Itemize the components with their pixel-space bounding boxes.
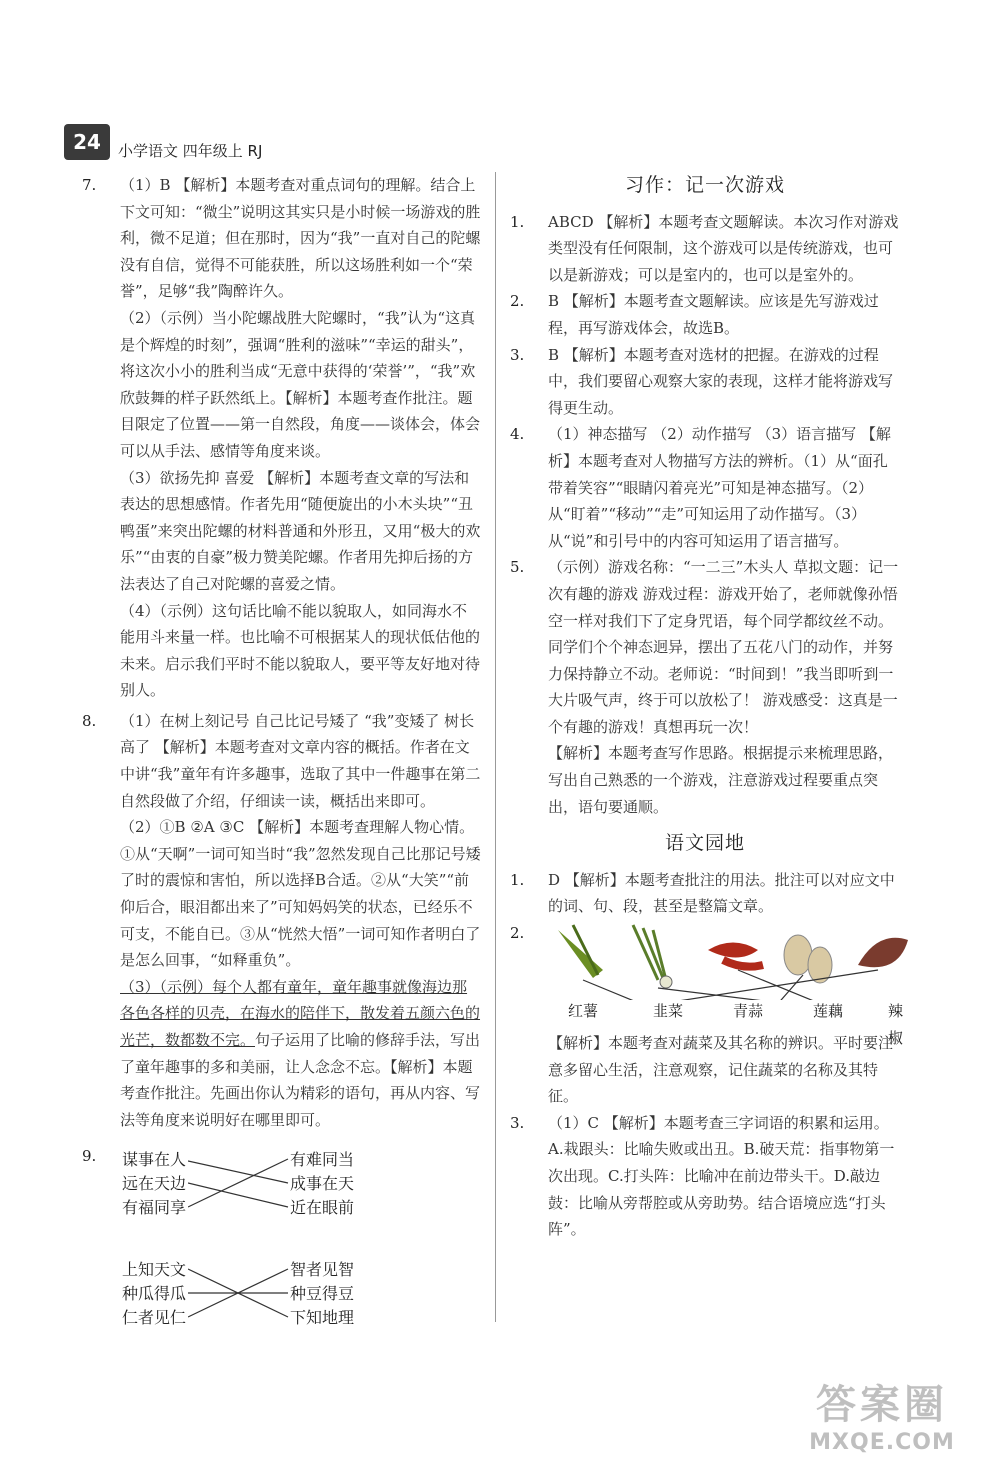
garden-question-3 — [510, 1110, 900, 1243]
question-8 — [82, 708, 482, 1134]
match-left-item: 仁者见仁 — [122, 1308, 187, 1328]
question-body — [120, 708, 482, 1134]
vegetable-name: 青蒜 — [733, 1002, 764, 1021]
match-right-item: 成事在天 — [290, 1174, 355, 1194]
question-body: （1）C 【解析】本题考查三字词语的积累和运用。A.栽跟头：比喻失败或出丑。B.破天荒：指事物第一次出现。C.打头阵：比喻冲在前边带头干。D.敲边鼓：比喻从旁帮腔或从旁助势。结合语境应选“打头阵”。 — [548, 1113, 895, 1239]
question-number: 8. — [82, 711, 97, 730]
answer-part: （3）欲扬先抑 喜爱 【解析】本题考查文章的写法和表达的思想感情。作者先用“随便旋出的小木头块”“丑鸭蛋”来突出陀螺的材料普通和外形丑，又用“极大的欢乐”“由衷的自豪”极力赞美陀螺。作者用先抑后扬的方法表达了自己对陀螺的喜爱之情。 — [120, 468, 481, 593]
question-body: B 【解析】本题考查对选材的把握。在游戏的过程中，我们要留心观察大家的表现，这样才能将游戏写得更生动。 — [548, 345, 894, 417]
match-right-item: 智者见智 — [290, 1260, 355, 1280]
question-number: 4. — [510, 425, 525, 444]
question-body: ABCD 【解析】本题考查文题解读。本次习作对游戏类型没有任何限制，这个游戏可以是传统游戏，也可以是新游戏；可以是室内的，也可以是室外的。 — [548, 212, 899, 284]
match-right-item: 下知地理 — [290, 1308, 355, 1328]
page-number-badge: 24 — [64, 124, 110, 160]
vegetable-name: 红薯 — [568, 1002, 599, 1021]
sample-essay: （示例）游戏名称：“一二三”木头人 草拟文题：记一次有趣的游戏 游戏过程：游戏开始了，老师就像孙悟空一样对我们下了定身咒语，每个同学都纹丝不动。同学们个个神态迥异，摆出了五花八门的动作，并努力保持静立不动。老师说：“时间到！”我当即听到一大片吸气声，终于可以放松了！ 游戏感受：这真是一个有趣的游戏！真想再玩一次！ — [548, 558, 899, 736]
vegetable-pictures — [548, 920, 908, 1000]
analysis-text: 【解析】本题考查写作思路。根据提示来梳理思路，写出自己熟悉的一个游戏，注意游戏过程要重点突出，语句要通顺。 — [548, 744, 894, 816]
question-number: 3. — [510, 345, 525, 364]
answer-part: （1）B 【解析】本题考查对重点词句的理解。结合上下文可知：“微尘”说明这其实只是小时候一场游戏的胜利，微不足道；但在那时，因为“我”一直对自己的陀螺没有自信，觉得不可能获胜，所以这场胜利如一个“荣誉”，足够“我”陶醉许久。 — [120, 176, 481, 301]
vegetable-name: 辣椒 — [888, 1002, 904, 1047]
answer-part: （1）在树上刻记号 自己比记号矮了 “我”变矮了 树长高了 【解析】本题考查对文章内容的概括。作者在文中讲“我”童年有许多趣事，选取了其中一件趣事在第二自然段做了介绍，仔细读一读，概括出来即可。 — [120, 711, 481, 810]
writing-question-4 — [510, 421, 900, 554]
lotus-root-icon — [784, 935, 832, 983]
question-number: 3. — [510, 1113, 525, 1132]
book-title: 小学语文 四年级上 RJ — [118, 142, 263, 160]
watermark-url: MXQE.COM — [809, 1430, 955, 1455]
answer-part: （4）（示例）这句话比喻不能以貌取人，如同海水不能用斗来量一样。也比喻不可根据某人的现状低估他的未来。启示我们平时不能以貌取人，要平等友好地对待别人。 — [120, 601, 481, 700]
question-number: 1. — [510, 870, 525, 889]
analysis-text: 【解析】本题考查对蔬菜及其名称的辨识。平时要注意多留心生活，注意观察，记住蔬菜的名称及其特征。 — [548, 1034, 894, 1106]
vegetable-matching — [548, 920, 904, 1047]
match-left-item: 上知天文 — [122, 1260, 187, 1280]
question-number: 1. — [510, 212, 525, 231]
chili-pepper-icon — [708, 943, 763, 967]
column-divider — [495, 172, 496, 1322]
writing-question-2 — [510, 288, 900, 341]
section-title-writing: 习作：记一次游戏 — [624, 174, 785, 196]
vegetable-name: 韭菜 — [653, 1002, 684, 1021]
answer-part: （2）（示例）当小陀螺战胜大陀螺时，“我”认为“这真是个辉煌的时刻”，强调“胜利的滋味”“幸运的甜头”，将这次小小的胜利当成“无意中获得的‘荣誉’”，“我”欢欣鼓舞的样子跃然纸上。【解析】本题考查作批注。题目限定了位置——第一自然段，角度——谈体会，体会可以从手法、感情等角度来谈。 — [120, 308, 481, 460]
left-column — [82, 172, 482, 1397]
writing-question-1 — [510, 209, 900, 289]
question-number: 9. — [82, 1147, 97, 1166]
match-right-item: 近在眼前 — [290, 1198, 355, 1218]
garden-question-1 — [510, 867, 900, 920]
answer-part: （2）①B ②A ③C 【解析】本题考查理解人物心情。①从“天啊”一词可知当时“我”忽然发现自己比那记号矮了时的震惊和害怕，所以选择B合适。②从“大笑”“前仰后合，眼泪都出来了”可知妈妈笑的状态，已经乐不可支，不能自已。③从“恍然大悟”一词可知作者明白了是怎么回事，“如释重负”。 — [120, 818, 481, 970]
garden-question-2 — [510, 920, 904, 1110]
watermark-text: 答案圈 — [816, 1382, 948, 1428]
right-column — [510, 172, 904, 1243]
matching-lines — [188, 1147, 368, 1337]
underlined-example: （3）（示例）每个人都有童年，童年趣事就像海边那各色各样的贝壳，在海水的陪伴下，散发着五颜六色的光芒，数都数不完。 — [120, 977, 481, 1049]
section-title-garden: 语文园地 — [664, 832, 745, 855]
question-number: 5. — [510, 558, 525, 577]
question-number: 2. — [510, 292, 525, 311]
writing-question-5 — [510, 554, 900, 820]
matching-exercise — [120, 1147, 482, 1397]
question-body: D 【解析】本题考查批注的用法。批注可以对应文中的词、句、段，甚至是整篇文章。 — [548, 870, 895, 916]
answer-part: 句子运用了比喻的修辞手法，写出了童年趣事的多和美丽，让人念念不忘。【解析】本题考查作批注。先画出你认为精彩的语句，再从内容、写法等角度来说明好在哪里即可。 — [120, 1031, 481, 1129]
leek-icon — [558, 925, 603, 978]
match-left-item: 谋事在人 — [122, 1150, 187, 1170]
match-left-item: 有福同享 — [122, 1198, 187, 1218]
question-9 — [82, 1143, 482, 1397]
question-number: 2. — [510, 924, 525, 943]
vegetable-name: 莲藕 — [813, 1002, 844, 1021]
question-7 — [82, 172, 482, 704]
match-right-item: 有难同当 — [290, 1150, 355, 1170]
question-body: B 【解析】本题考查文题解读。应该是先写游戏过程，再写游戏体会，故选B。 — [548, 292, 879, 337]
match-left-item: 种瓜得瓜 — [122, 1284, 187, 1304]
question-body — [120, 172, 482, 704]
sweet-potato-icon — [858, 938, 908, 967]
watermark-logo — [782, 1373, 982, 1463]
match-left-item: 远在天边 — [122, 1174, 187, 1194]
question-body: （1）神态描写 （2）动作描写 （3）语言描写 【解析】本题考查对人物描写方法的辨析。（1）从“面孔带着笑容”“眼睛闪着亮光”可知是神态描写。（2）从“盯着”“移动”“走”可知运用了动作描写。（3）从“说”和引号中的内容可知运用了语言描写。 — [548, 425, 891, 550]
writing-question-3 — [510, 342, 900, 422]
match-right-item: 种豆得豆 — [290, 1284, 355, 1304]
question-number: 7. — [82, 176, 97, 194]
garlic-sprout-icon — [633, 925, 672, 988]
